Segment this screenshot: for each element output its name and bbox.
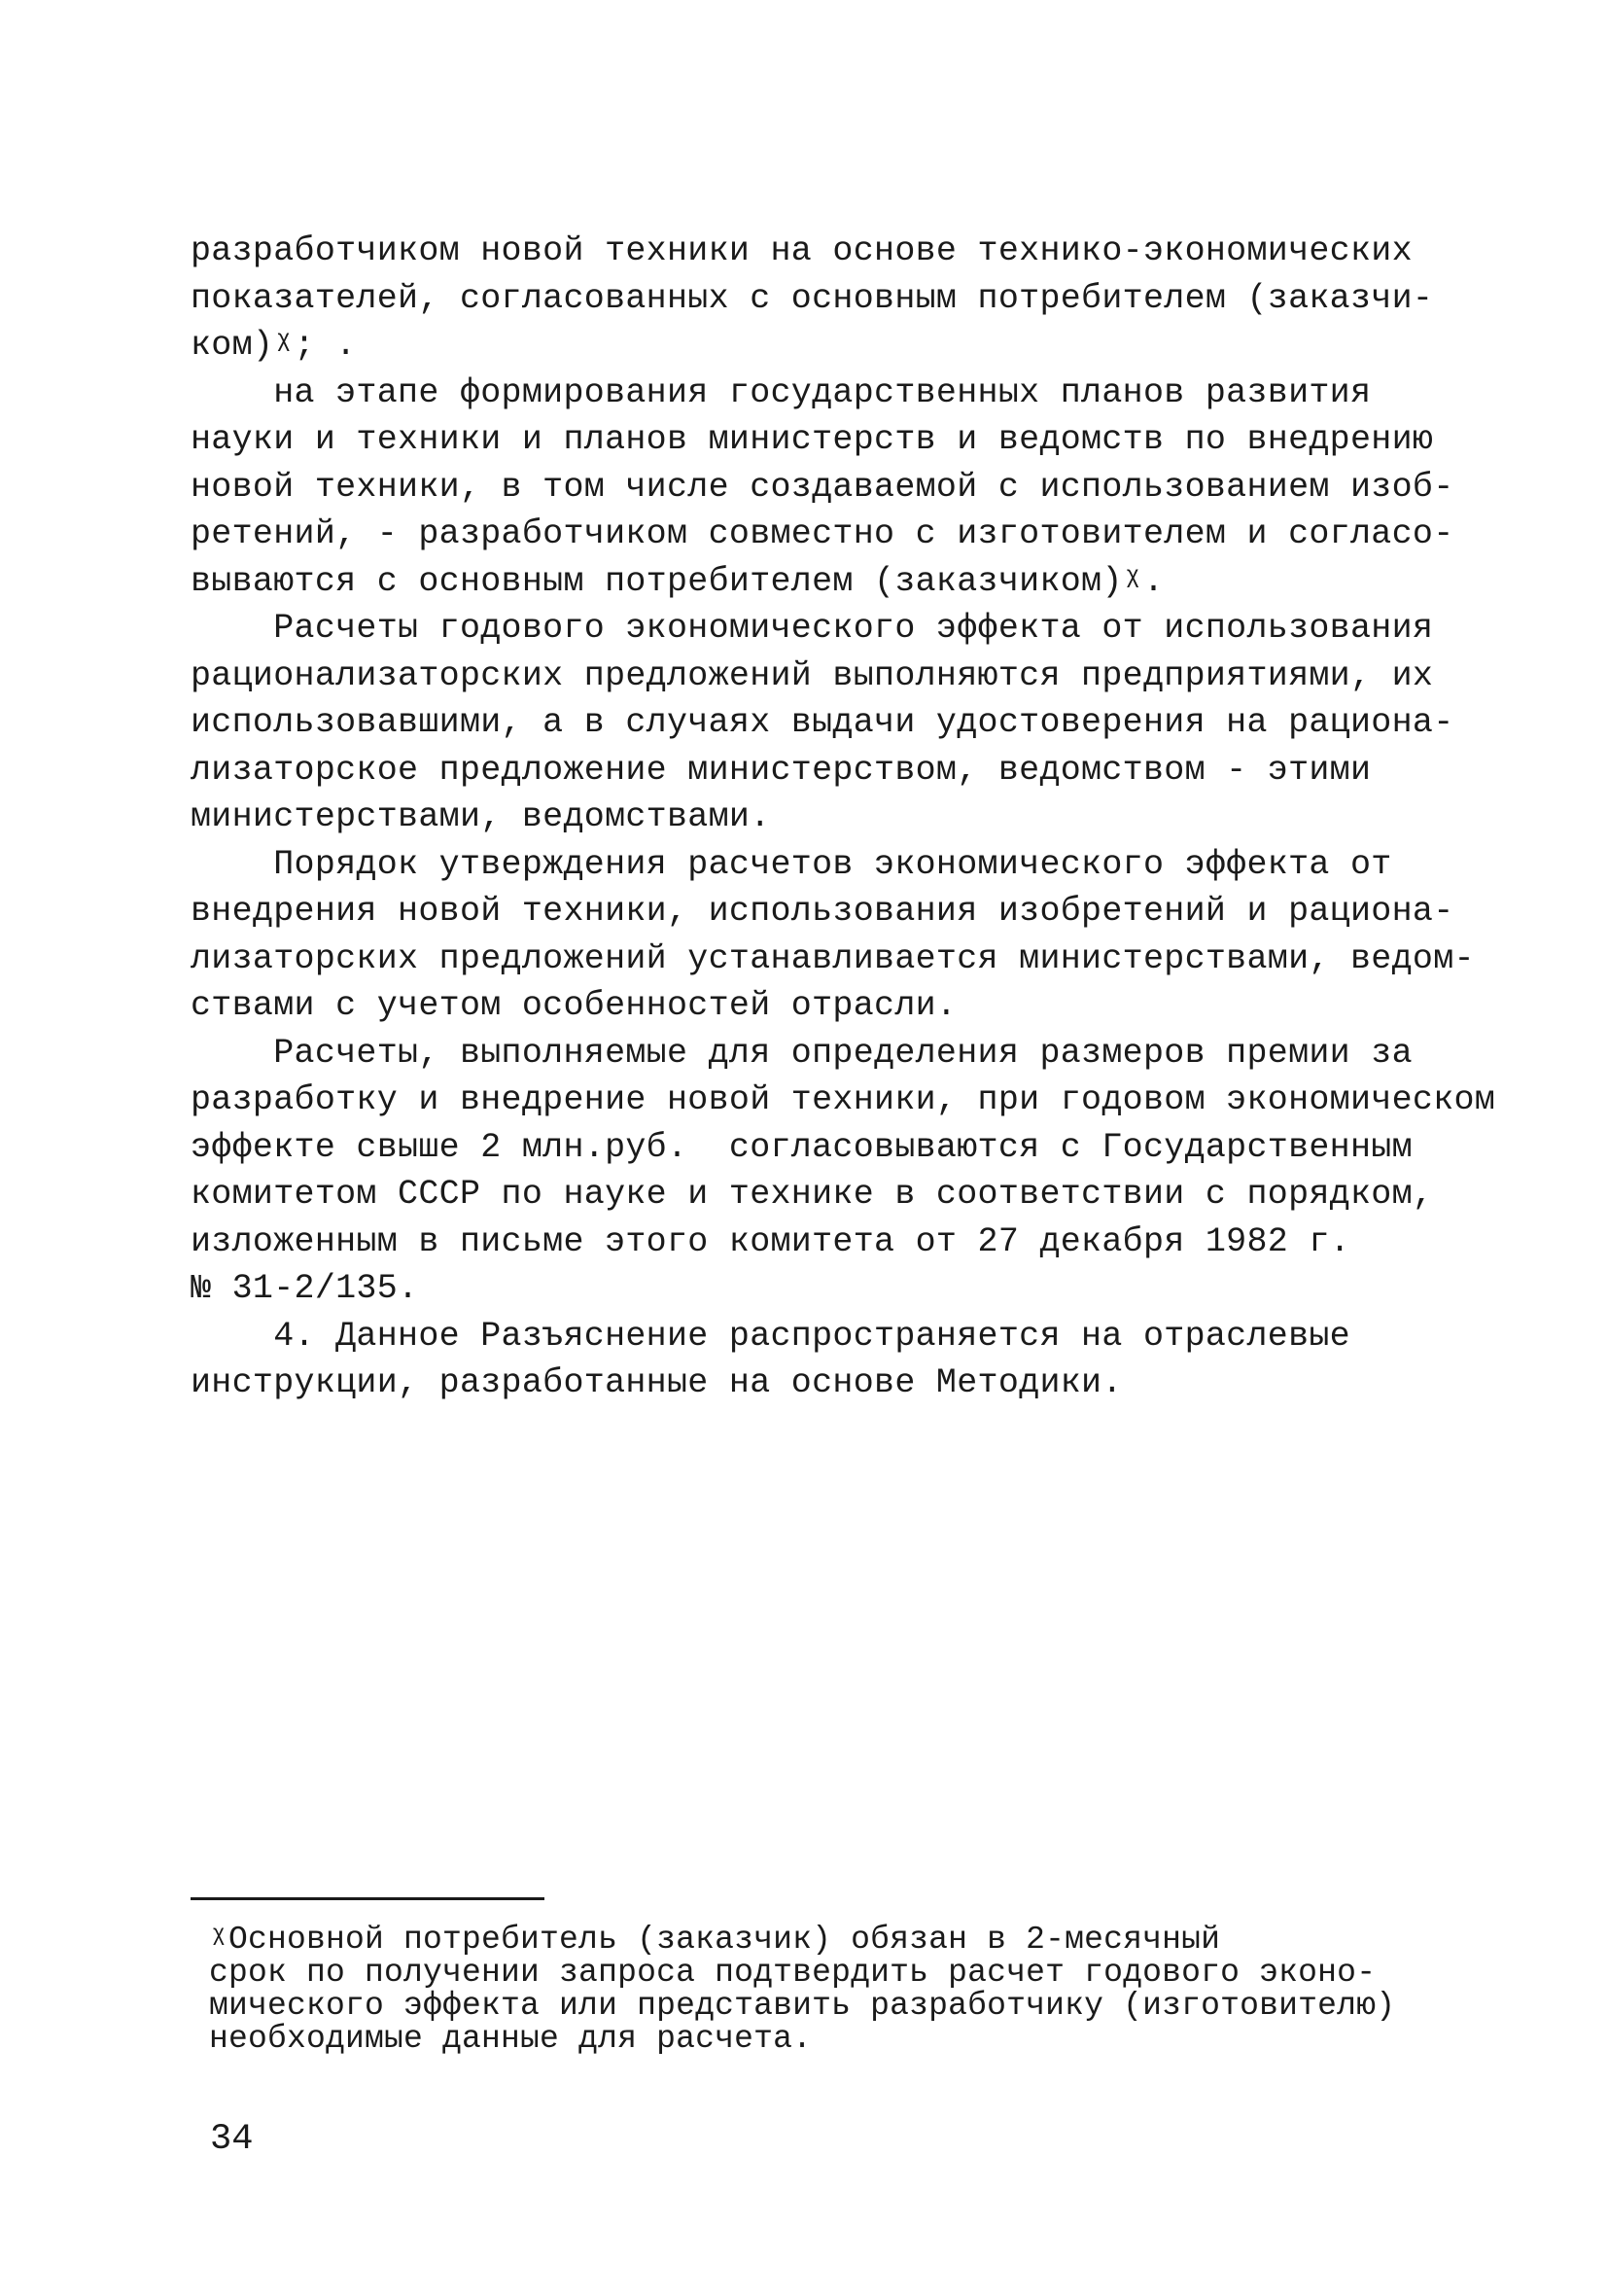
text-line: показателей, согласованных с основным потребителем (заказчи- — [191, 278, 1434, 318]
text-line: лизаторских предложений устанавливается министерствами, ведом- — [191, 938, 1475, 978]
text-line: на этапе формирования государственных планов развития — [191, 372, 1372, 412]
text-line: науки и техники и планов министерств и ведомств по внедрению — [191, 420, 1434, 459]
footnote-line: мического эффекта или представить разработчику (изготовителю) — [209, 1988, 1396, 2024]
text-line: вываются с основным потребителем (заказчиком)ᵡ. — [191, 561, 1165, 601]
footnote-line: срок по получении запроса подтвердить расчет годового эконо- — [209, 1955, 1377, 1991]
text-line: разработку и внедрение новой техники, при годовом экономическом — [191, 1080, 1496, 1119]
text-line: эффекте свыше 2 млн.руб. согласовываются с Государственным — [191, 1127, 1413, 1167]
text-line: лизаторское предложение министерством, ведомством - этими — [191, 750, 1372, 790]
footnote-line: необходимые данные для расчета. — [209, 2021, 813, 2057]
text-line: разработчиком новой техники на основе технико-экономических — [191, 231, 1413, 270]
text-line: новой техники, в том числе создаваемой с использованием изоб- — [191, 467, 1454, 507]
text-line: изложенным в письме этого комитета от 27 декабря 1982 г. — [191, 1221, 1350, 1261]
text-line: № 31-2/135. — [191, 1269, 419, 1308]
text-line: рационализаторских предложений выполняются предприятиями, их — [191, 655, 1434, 695]
text-line: внедрения новой техники, использования изобретений и рациона- — [191, 892, 1454, 931]
text-line: ствами с учетом особенностей отрасли. — [191, 986, 958, 1025]
text-line: комитетом СССР по науке и технике в соответствии с порядком, — [191, 1175, 1434, 1214]
text-line: Расчеты, выполняемые для определения размеров премии за — [191, 1033, 1413, 1073]
text-line: Расчеты годового экономического эффекта от использования — [191, 609, 1434, 648]
page-number: 34 — [210, 2119, 254, 2160]
text-line: Порядок утверждения расчетов экономического эффекта от — [191, 844, 1392, 884]
text-line: использовавшими, а в случаях выдачи удостоверения на рациона- — [191, 703, 1454, 742]
text-line: ретений, - разработчиком совместно с изготовителем и согласо- — [191, 514, 1454, 553]
text-line: ком)ᵡ; . — [191, 326, 357, 365]
footnote-line: ᵡОсновной потребитель (заказчик) обязан в 2-месячный — [209, 1922, 1221, 1958]
footnote-separator — [191, 1897, 544, 1900]
text-line: инструкции, разработанные на основе Методики. — [191, 1363, 1123, 1402]
text-line: 4. Данное Разъяснение распространяется на отраслевые — [191, 1316, 1350, 1356]
text-line: министерствами, ведомствами. — [191, 797, 771, 836]
footnote — [209, 1924, 1473, 2056]
main-text — [191, 228, 1496, 1407]
